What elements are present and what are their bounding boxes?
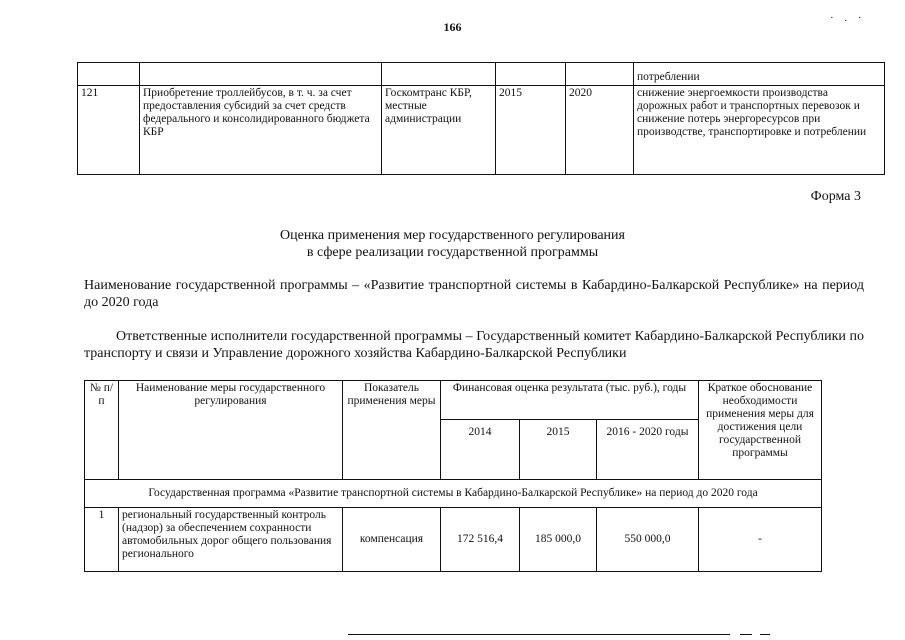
title-line: в сфере реализации государственной программы	[306, 245, 599, 260]
indicator-cell: компенсация	[343, 508, 441, 572]
measure-cell: региональный государственный контроль (надзор) за обеспечением сохранности автомобильных дорог общего пользования регионального	[119, 508, 343, 572]
row-number: 121	[78, 86, 140, 175]
executor-cell: Госкомтранс КБР, местные администрации	[382, 86, 496, 175]
header-finance: Финансовая оценка результата (тыс. руб.), годы	[441, 381, 699, 420]
footer-rule	[348, 634, 730, 635]
table-cell	[78, 63, 140, 86]
table-row	[85, 508, 822, 572]
value-2014-cell: 172 516,4	[441, 508, 520, 572]
table-cell	[382, 63, 496, 86]
measure-cell: Приобретение троллейбусов, в т. ч. за счет предоставления субсидий за счет средств федерального и консолидированного бюджета КБР	[140, 86, 382, 175]
scan-specks: · . ·	[830, 12, 866, 24]
header-num: № п/п	[85, 381, 119, 480]
end-year-cell: 2020	[566, 86, 634, 175]
table-row	[78, 86, 885, 175]
table-row	[78, 63, 885, 86]
effect-cell: снижение энергоемкости производства дорожных работ и транспортных перевозок и снижение потерь энергоресурсов при производстве, транспортировке и потреблении	[634, 86, 885, 175]
justification-cell: -	[699, 508, 822, 572]
header-year-2016-2020: 2016 - 2020 годы	[597, 420, 699, 480]
table-cell	[496, 63, 566, 86]
start-year-cell: 2015	[496, 86, 566, 175]
footer-dash	[740, 634, 752, 635]
responsible-executors: Ответственные исполнители государственной программы – Государственный комитет Кабардино-Балкарской Республики по транспорту и связи и Управление дорожного хозяйства Кабардино-Балкарской Республики	[84, 329, 864, 361]
header-justification: Краткое обоснование необходимости применения меры для достижения цели государственной программы	[699, 381, 822, 480]
continued-table	[77, 62, 885, 175]
value-2015-cell: 185 000,0	[520, 508, 597, 572]
table-cell	[140, 63, 382, 86]
table-header-row	[85, 381, 822, 420]
page-title	[0, 227, 905, 261]
table-cell	[566, 63, 634, 86]
form-label: Форма 3	[810, 189, 861, 204]
regulation-table	[84, 380, 822, 572]
program-name: Наименование государственной программы – «Развитие транспортной системы в Кабардино-Балкарской Республике» на период до 2020 года	[84, 278, 864, 310]
value-2016-2020-cell: 550 000,0	[597, 508, 699, 572]
header-year-2014: 2014	[441, 420, 520, 480]
header-measure: Наименование меры государственного регулирования	[119, 381, 343, 480]
row-number: 1	[85, 508, 119, 572]
footer-dash	[760, 634, 770, 635]
page-number: 166	[443, 20, 462, 34]
program-row-cell: Государственная программа «Развитие транспортной системы в Кабардино-Балкарской Республике» на период до 2020 года	[85, 480, 822, 508]
program-row	[85, 480, 822, 508]
title-line: Оценка применения мер государственного регулирования	[280, 228, 625, 243]
header-indicator: Показатель применения меры	[343, 381, 441, 480]
effect-cell: потреблении	[634, 63, 885, 86]
header-year-2015: 2015	[520, 420, 597, 480]
